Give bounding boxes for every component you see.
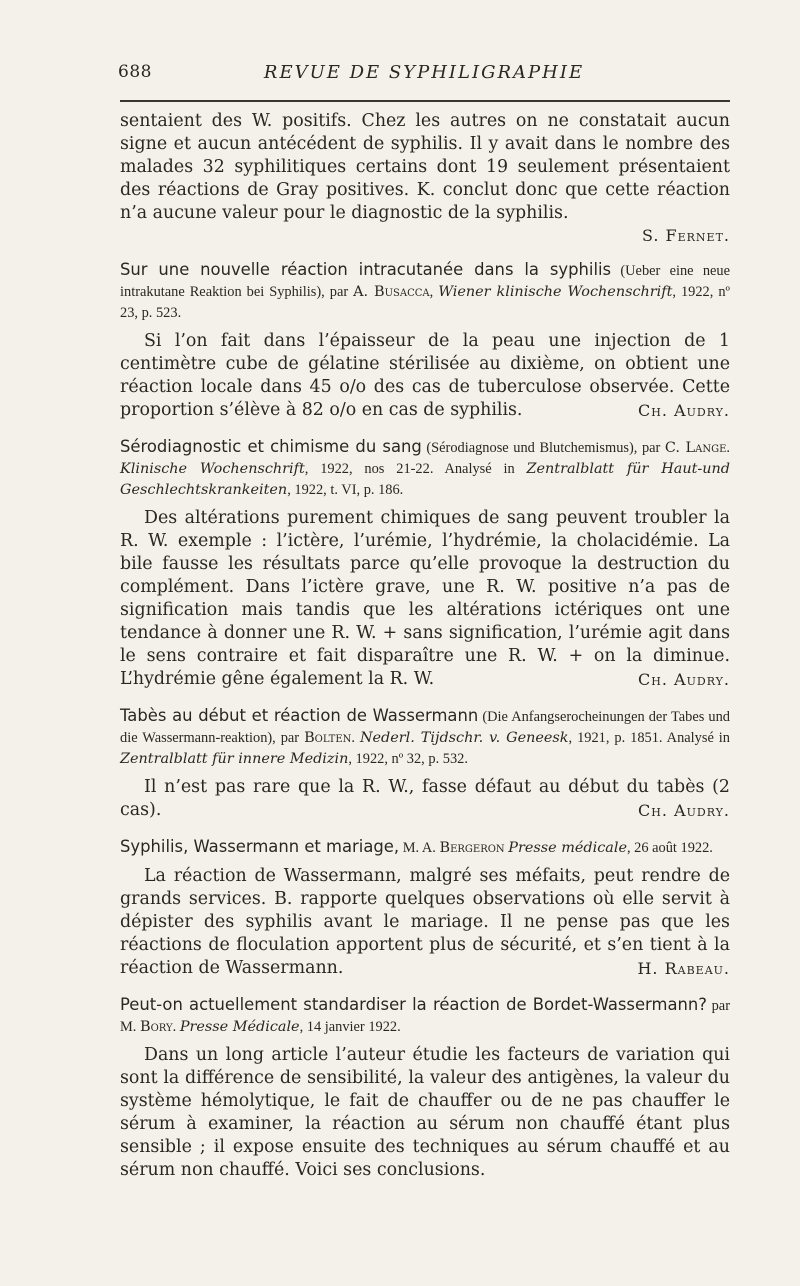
article-body: La réaction de Wassermann, malgré ses méfaits, peut rendre de grands services. B. rapporte quelques observations où elle servit à dépister des syphilis avant le mariage. Il ne pense pas que les réactions de floculation apportent plus de sécurité, et s’en tient à la réaction de Wassermann. H. Rabeau.	[120, 866, 730, 978]
article-4	[120, 836, 730, 980]
article-signature: Ch. Audry.	[638, 670, 730, 689]
intro-section	[120, 110, 730, 245]
article-heading: Sérodiagnostic et chimisme du sang (Sérodiagnose und Blutchemismus), par C. Lange. Klinische Wochenschrift, 1922, nos 21-22. Analysé in Zentralblatt für Haut-und Geschlechtskrankeiten, 1922, t. VI, p. 186.	[120, 437, 730, 498]
article-signature: Ch. Audry.	[638, 801, 730, 820]
article-signature: H. Rabeau.	[637, 959, 730, 978]
article-heading: Peut-on actuellement standardiser la réaction de Bordet-Wassermann? par M. Bory. Presse Médicale, 14 janvier 1922.	[120, 995, 730, 1035]
article-title: Sérodiagnostic et chimisme du sang	[120, 437, 422, 456]
article-heading: Tabès au début et réaction de Wassermann (Die Anfangserocheinungen der Tabes und die Wassermann-reaktion), par Bolten. Nederl. Tijdschr. v. Geneesk, 1921, p. 1851. Analysé in Zentralblatt für innere Medizin, 1922, nº 32, p. 532.	[120, 706, 730, 767]
journal-name-2: Zentralblatt für Haut-und Geschlechtskrankeiten	[120, 461, 730, 498]
journal-name-2: Zentralblatt für innere Medizin	[120, 751, 349, 767]
journal-name: Nederl. Tijdschr. v. Geneesk	[359, 730, 569, 746]
article-5	[120, 994, 730, 1182]
article-author: Bergeron	[439, 840, 505, 856]
article-body: Si l’on fait dans l’épaisseur de la peau une injection de 1 centimètre cube de gélatine stérilisée au dixième, on obtient une réaction locale dans 45 o/o des cas de tuberculose observée. Cette proportion s’élève à 82 o/o en cas de syphilis. Ch. Audry.	[120, 331, 730, 420]
journal-name: Presse médicale	[508, 840, 627, 856]
article-2	[120, 436, 730, 691]
article-title: Tabès au début et réaction de Wassermann	[120, 706, 479, 725]
running-title: REVUE DE SYPHILIGRAPHIE	[263, 62, 585, 83]
journal-name: Presse Médicale	[179, 1019, 300, 1035]
article-heading: Sur une nouvelle réaction intracutanée dans la syphilis (Ueber eine neue intrakutane Reaktion bei Syphilis), par A. Busacca, Wiener klinische Wochenschrift, 1922, nº 23, p. 523.	[120, 260, 731, 321]
journal-name: Klinische Wochenschrift	[120, 461, 305, 477]
page-content	[120, 110, 730, 1182]
article-title: Sur une nouvelle réaction intracutanée dans la syphilis	[120, 260, 612, 279]
article-body: Des altérations purement chimiques de sang peuvent troubler la R. W. exemple : l’ictère, l’urémie, l’hydrémie, la cholacidémie. La bile fausse les résultats parce qu’elle provoque la destruction du complément. Dans l’ictère grave, une R. W. positive n’a pas de signification mais tandis que les altérations ictériques ont une tendance à donner une R. W. + sans signification, l’urémie agit dans le sens contraire et fait disparaître une R. W. + on la diminue. L’hydrémie gêne également la R. W. Ch. Audry.	[120, 508, 730, 689]
article-3	[120, 705, 730, 822]
article-author: A. Busacca	[353, 284, 430, 300]
page-header	[118, 62, 730, 86]
article-title: Syphilis, Wassermann et mariage,	[120, 837, 400, 856]
header-rule	[120, 100, 730, 102]
article-title: Peut-on actuellement standardiser la réaction de Bordet-Wassermann?	[120, 995, 707, 1014]
article-author: Bory	[140, 1019, 173, 1035]
article-author: Bolten	[304, 730, 352, 746]
intro-paragraph: sentaient des W. positifs. Chez les autres on ne constatait aucun signe et aucun antécédent de syphilis. Il y avait dans le nombre des malades 32 syphilitiques certains dont 19 seulement présentaient des réactions de Gray positives. K. conclut donc que cette réaction n’a aucune valeur pour le diagnostic de la syphilis.	[120, 111, 730, 223]
journal-name: Wiener klinische Wochenschrift	[438, 284, 673, 300]
article-signature: Ch. Audry.	[638, 401, 730, 420]
article-1	[120, 259, 730, 422]
article-body: Dans un long article l’auteur étudie les facteurs de variation qui sont la différence de sensibilité, la valeur des antigènes, la valeur du système hémolytique, le fait de chauffer ou de ne pas chauffer le sérum à examiner, la réaction au sérum non chauffé étant plus sensible ; il expose ensuite des techniques au sérum chauffé et au sérum non chauffé. Voici ses conclusions.	[120, 1045, 730, 1180]
article-body: Il n’est pas rare que la R. W., fasse défaut au début du tabès (2 cas). Ch. Audry.	[120, 777, 730, 820]
intro-signature: S. Fernet.	[641, 226, 730, 245]
article-heading: Syphilis, Wassermann et mariage, M. A. Bergeron Presse médicale, 26 août 1922.	[120, 837, 713, 856]
article-author: C. Lange	[664, 440, 727, 456]
page-number: 688	[118, 62, 152, 82]
